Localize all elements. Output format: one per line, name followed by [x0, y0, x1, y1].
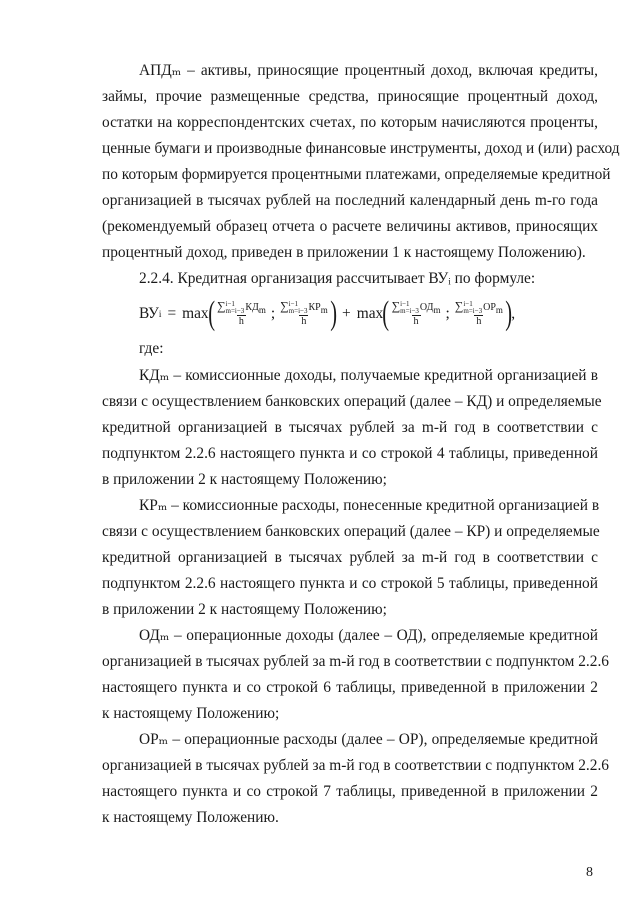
apd-line-8: процентный доход, приведен в приложении 1 к настоящему Положению). — [102, 244, 586, 261]
formula-separator-1: ; — [270, 305, 276, 322]
od-line-3: настоящего пункта и со строкой 6 таблицы, приведенной в приложении 2 — [102, 679, 598, 696]
or-line-4: к настоящему Положению. — [102, 809, 279, 826]
formula-paren-open-1: ( — [207, 295, 215, 332]
apd-line-6: организацией в тысячах рублей на последний календарный день m-го года — [102, 192, 598, 209]
formula-separator-2: ; — [445, 305, 450, 322]
or-line-1: ОРₘ – операционные расходы (далее – ОР), определяемые кредитной — [139, 731, 598, 748]
apd-line-2: займы, прочие размещенные средства, приносящие процентный доход, — [102, 88, 598, 105]
formula-lhs: ВУ — [139, 305, 159, 322]
where-label: где: — [139, 340, 164, 357]
formula-max-2: max — [356, 305, 384, 322]
formula-paren-close-2: ) — [505, 295, 512, 332]
apd-line-1: АПДₘ – активы, приносящие процентный доход, включая кредиты, — [139, 62, 598, 79]
formula-vu: ВУ i = max ( ∑ i−1 m=i−3 $КД_m$ h ; ∑ i−1 m=i−3 $КР_m$ h ) + max ( ∑ i−1 m=i−3 $ОД_m$ h ; ∑ i−1 m=i−3 $ОР_m$ h ) , — [139, 295, 516, 332]
kr-line-5: в приложении 2 к настоящему Положению; — [102, 601, 387, 618]
kd-line-5: в приложении 2 к настоящему Положению; — [102, 471, 387, 488]
page-number: 8 — [586, 865, 593, 880]
kr-line-3: кредитной организацией в тысячах рублей за m-й год в соответствии с — [102, 549, 598, 566]
formula-end: , — [511, 305, 516, 322]
formula-max-1: max — [182, 305, 209, 322]
fraction-kd: ∑ i−1 m=i−3 $КД_m$ h — [216, 299, 266, 327]
fraction-od: ∑ i−1 m=i−3 $ОД_m$ h — [391, 299, 441, 327]
formula-paren-open-2: ( — [382, 295, 390, 332]
apd-line-3: остатки на корреспондентских счетах, по которым начисляются проценты, — [102, 114, 598, 131]
kr-line-4: подпунктом 2.2.6 настоящего пункта и со строкой 5 таблицы, приведенной — [102, 575, 598, 592]
kd-line-1: КДₘ – комиссионные доходы, получаемые кредитной организацией в — [139, 367, 598, 384]
formula-paren-close-1: ) — [329, 295, 337, 332]
kr-line-2: связи с осуществлением банковских операций (далее – КР) и определяемые — [102, 523, 600, 540]
kd-line-4: подпунктом 2.2.6 настоящего пункта и со строкой 4 таблицы, приведенной — [102, 445, 598, 462]
apd-line-7: (рекомендуемый образец отчета о расчете величины активов, приносящих — [102, 218, 598, 235]
od-line-4: к настоящему Положению; — [102, 705, 280, 722]
kd-line-3: кредитной организацией в тысячах рублей за m-й год в соответствии с — [102, 419, 598, 436]
or-line-2: организацией в тысячах рублей за m-й год в соответствии с подпунктом 2.2.6 — [102, 757, 609, 774]
formula-equals: = — [167, 305, 177, 322]
apd-line-5: по которым формируется процентными платежами, определяемые кредитной — [102, 166, 611, 183]
kd-line-2: связи с осуществлением банковских операций (далее – КД) и определяемые — [102, 393, 602, 410]
fraction-or: ∑ i−1 m=i−3 $ОР_m$ h — [454, 299, 503, 327]
apd-line-4: ценные бумаги и производные финансовые инструменты, доход и (или) расход — [102, 140, 620, 157]
paragraph-2-2-4: 2.2.4. Кредитная организация рассчитывает ВУᵢ по формуле: — [139, 270, 536, 287]
kr-line-1: КРₘ – комиссионные расходы, понесенные кредитной организацией в — [139, 497, 600, 514]
fraction-kr: ∑ i−1 m=i−3 $КР_m$ h — [280, 299, 328, 327]
od-line-1: ОДₘ – операционные доходы (далее – ОД), определяемые кредитной — [139, 627, 598, 644]
or-line-3: настоящего пункта и со строкой 7 таблицы, приведенной в приложении 2 — [102, 783, 598, 800]
od-line-2: организацией в тысячах рублей за m-й год в соответствии с подпунктом 2.2.6 — [102, 653, 609, 670]
formula-plus: + — [342, 305, 351, 322]
